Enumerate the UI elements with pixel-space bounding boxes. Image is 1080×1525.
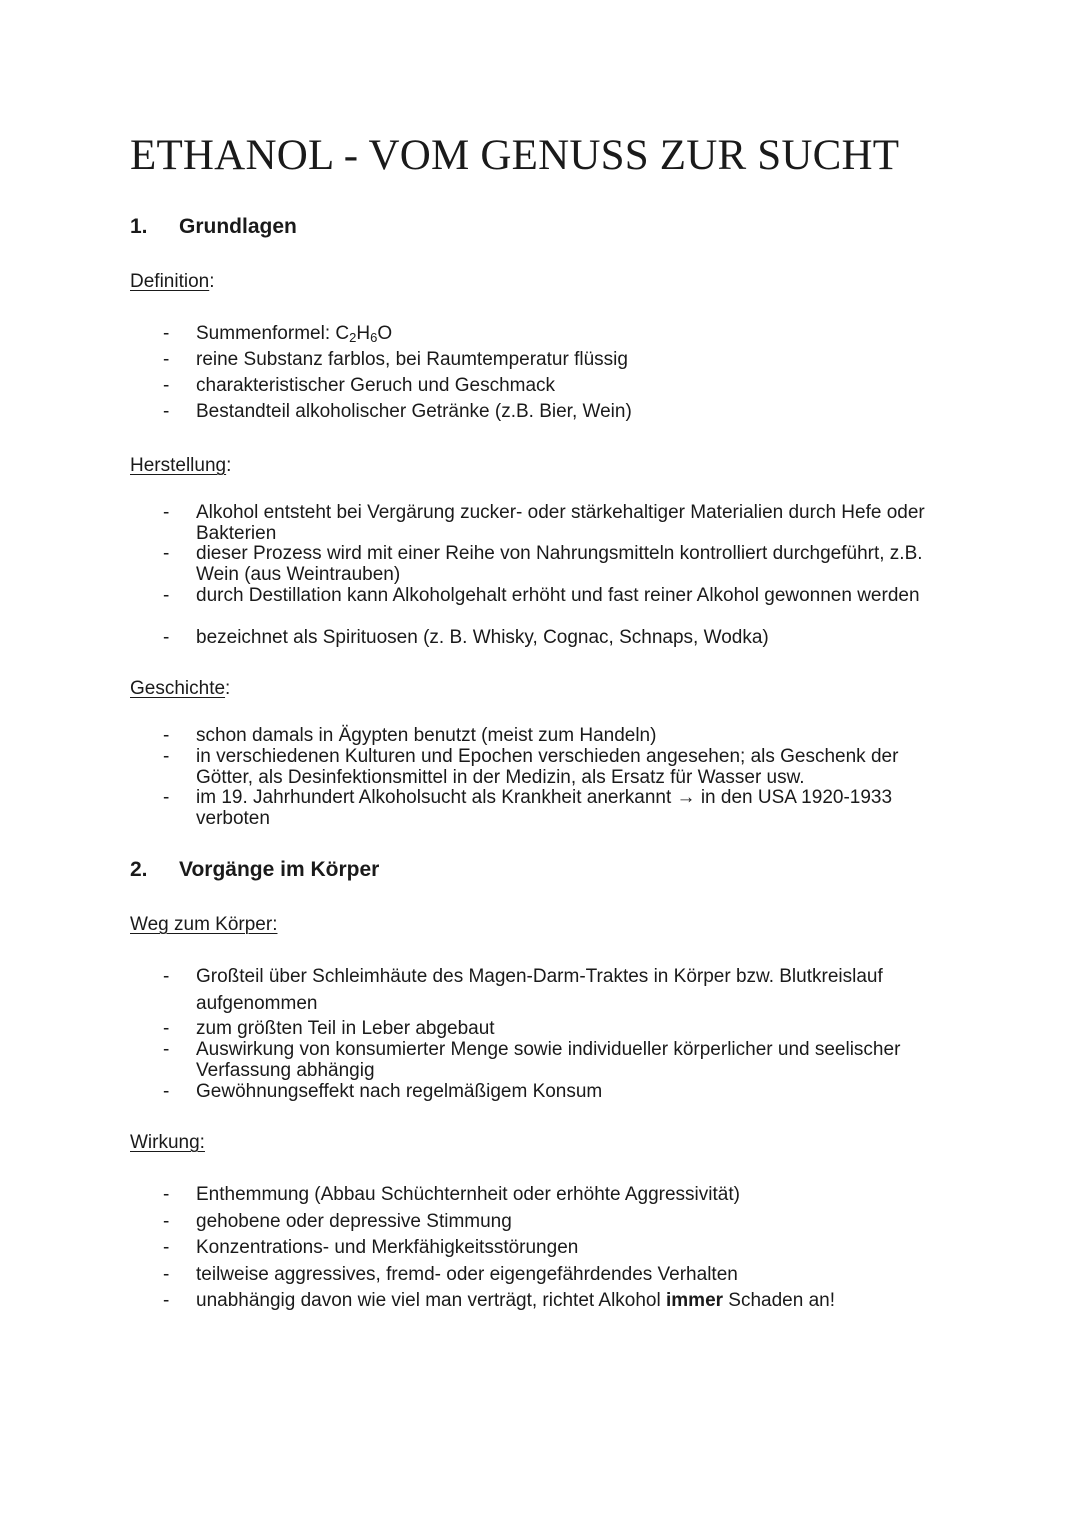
section-heading-vorgaenge [130,857,379,883]
list-item [163,963,943,1017]
subheading-wirkung [130,1131,205,1155]
list-item-text: durch Destillation kann Alkoholgehalt erhöht und fast reiner Alkohol gewonnen werden [196,585,920,606]
list-item [163,1234,943,1261]
list-item-text: Auswirkung von konsumierter Menge sowie individueller körperlicher und seelischer Verfassung abhängig [196,1039,901,1081]
text-run: Schaden an! [723,1290,836,1311]
text-run: unabhängig davon wie viel man verträgt, richtet Alkohol [196,1290,666,1311]
formula-prefix: Summenformel: C [196,323,350,344]
list-item-text [196,1287,943,1314]
list-item [163,1039,943,1081]
bullet-dash: - [163,1264,170,1285]
formula-element: O [377,323,393,344]
section-title: Vorgänge im Körper [179,858,380,881]
subheading-label: Weg zum Körper: [130,914,278,935]
list-item-text: schon damals in Ägypten benutzt (meist zum Handeln) [196,725,657,746]
list-item-text: gehobene oder depressive Stimmung [196,1211,512,1232]
list-item-text: Großteil über Schleimhäute des Magen-Darm-Traktes in Körper bzw. Blutkreislauf aufgenommen [196,966,883,1014]
bullet-dash: - [163,1018,170,1039]
list-item [163,585,943,606]
list-item [163,543,943,585]
bullet-dash: - [163,1039,170,1060]
subheading-label: Wirkung: [130,1132,205,1153]
bullet-dash: - [163,543,170,564]
subheading-colon: : [225,678,231,699]
subheading-weg-zum-koerper [130,913,277,937]
bullet-dash: - [163,966,170,987]
list-item [163,398,943,425]
bullet-dash: - [163,725,170,746]
list-item [163,1261,943,1288]
bullet-dash: - [163,787,170,808]
list-item [163,1208,943,1235]
section-number: 2. [130,858,148,881]
list-item [163,1287,943,1314]
section-heading-grundlagen [130,214,297,240]
list-item [163,627,943,648]
list-item-text: Alkohol entsteht bei Vergärung zucker- oder stärkehaltiger Materialien durch Hefe oder Bakterien [196,502,925,544]
bullet-dash: - [163,627,170,648]
subheading-geschichte [130,677,230,701]
list-item-text: teilweise aggressives, fremd- oder eigengefährdendes Verhalten [196,1264,738,1285]
list-item-text [196,320,943,347]
subheading-label: Definition [130,271,210,292]
list-item [163,725,943,746]
list-item-text: reine Substanz farblos, bei Raumtemperatur flüssig [196,349,628,370]
bullet-dash: - [163,1081,170,1102]
list-item-text: Bestandteil alkoholischer Getränke (z.B. Bier, Wein) [196,401,632,422]
formula-subscript: 2 [349,330,357,345]
bullet-dash: - [163,1290,170,1311]
formula-subscript: 6 [370,330,378,345]
list-item [163,787,943,829]
list-item [163,320,943,347]
list-item [163,346,943,373]
subheading-herstellung [130,454,231,478]
bullet-dash: - [163,1211,170,1232]
bullet-dash: - [163,375,170,396]
bullet-dash: - [163,502,170,523]
formula-element: H [356,323,371,344]
subheading-colon: : [209,271,215,292]
list-item-text: dieser Prozess wird mit einer Reihe von Nahrungsmitteln kontrolliert durchgeführt, z.B. Wein (aus Weintrauben) [196,543,923,585]
bullet-dash: - [163,585,170,606]
list-item [163,1081,943,1102]
list-item [163,502,943,544]
subheading-colon: : [226,455,232,476]
list-item-text: Gewöhnungseffekt nach regelmäßigem Konsum [196,1081,603,1102]
list-item [163,1181,943,1208]
bullet-dash: - [163,1237,170,1258]
list-item [163,1018,943,1039]
list-item-text: zum größten Teil in Leber abgebaut [196,1018,495,1039]
bullet-dash: - [163,349,170,370]
list-item-text: Enthemmung (Abbau Schüchternheit oder erhöhte Aggressivität) [196,1184,740,1205]
bullet-dash: - [163,401,170,422]
bullet-dash: - [163,1184,170,1205]
document-title: ETHANOL - VOM GENUSS ZUR SUCHT [130,132,900,179]
list-item [163,746,943,788]
bullet-dash: - [163,746,170,767]
list-item-text: in verschiedenen Kulturen und Epochen verschieden angesehen; als Geschenk der Götter, als Desinfektionsmittel in der Medizin, als Ersatz für Wasser usw. [196,746,899,788]
section-number: 1. [130,215,148,238]
subheading-definition [130,270,215,294]
list-item-text: charakteristischer Geruch und Geschmack [196,375,556,396]
list-item-text: im 19. Jahrhundert Alkoholsucht als Krankheit anerkannt → in den USA 1920-1933 verboten [196,787,893,829]
subheading-label: Geschichte [130,678,226,699]
section-title: Grundlagen [179,215,297,238]
list-item-text: Konzentrations- und Merkfähigkeitsstörungen [196,1237,579,1258]
emphasis-text: immer [666,1290,724,1311]
list-item [163,372,943,399]
list-item-text: bezeichnet als Spirituosen (z. B. Whisky, Cognac, Schnaps, Wodka) [196,627,769,648]
bullet-dash: - [163,323,170,344]
subheading-label: Herstellung [130,455,227,476]
